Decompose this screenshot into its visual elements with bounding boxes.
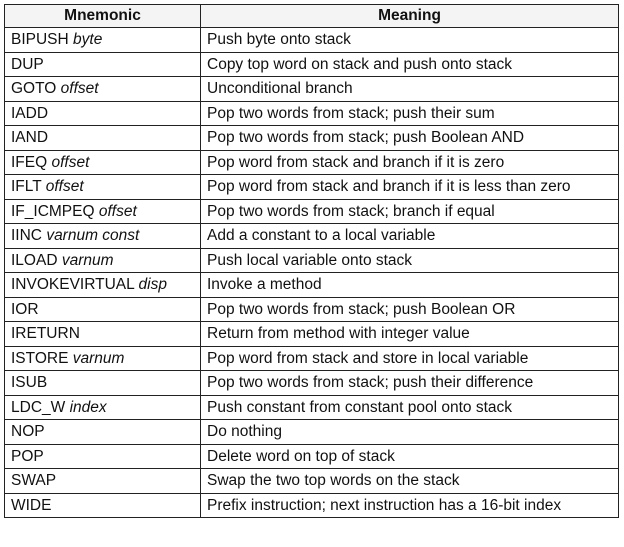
meaning-cell: Pop two words from stack; push their difference [201,371,619,396]
mnemonic-operand: disp [138,276,167,294]
table-row [5,28,619,53]
mnemonic-cell [5,199,201,224]
meaning-cell: Swap the two top words on the stack [201,469,619,494]
mnemonic-cell [5,52,201,77]
mnemonic-operand: byte [73,31,103,49]
table-row [5,273,619,298]
mnemonic-opcode: IRETURN [11,325,80,343]
mnemonic-opcode: IF_ICMPEQ [11,202,95,220]
mnemonic-cell [5,346,201,371]
mnemonic-opcode: IFLT [11,178,42,196]
mnemonic-operand: varnum [61,251,114,269]
mnemonic-opcode: ISTORE [11,349,69,367]
table-row [5,493,619,518]
instruction-table [4,4,619,518]
table-row [5,52,619,77]
mnemonic-cell [5,224,201,249]
mnemonic-opcode: WIDE [11,496,52,514]
mnemonic-opcode: GOTO [11,80,57,98]
mnemonic-opcode: SWAP [11,472,57,490]
mnemonic-operand: offset [98,202,137,220]
column-header-meaning: Meaning [201,5,619,28]
table-row [5,224,619,249]
mnemonic-cell [5,395,201,420]
meaning-cell: Do nothing [201,420,619,445]
table-row [5,322,619,347]
table-row [5,101,619,126]
mnemonic-cell [5,175,201,200]
mnemonic-opcode: NOP [11,423,45,441]
table-row [5,126,619,151]
table-row [5,346,619,371]
mnemonic-cell [5,77,201,102]
meaning-cell: Delete word on top of stack [201,444,619,469]
mnemonic-cell [5,322,201,347]
mnemonic-opcode: ISUB [11,374,48,392]
mnemonic-opcode: LDC_W [11,398,66,416]
mnemonic-cell [5,150,201,175]
mnemonic-cell [5,444,201,469]
table-row [5,248,619,273]
meaning-cell: Pop two words from stack; push their sum [201,101,619,126]
mnemonic-cell [5,493,201,518]
table-row [5,444,619,469]
meaning-cell: Push byte onto stack [201,28,619,53]
mnemonic-opcode: IINC [11,227,42,245]
meaning-cell: Pop two words from stack; push Boolean AND [201,126,619,151]
mnemonic-opcode: IAND [11,129,49,147]
mnemonic-opcode: IFEQ [11,153,48,171]
meaning-cell: Copy top word on stack and push onto stack [201,52,619,77]
meaning-cell: Invoke a method [201,273,619,298]
table-row [5,150,619,175]
table-row [5,371,619,396]
table-row [5,77,619,102]
mnemonic-opcode: IOR [11,300,39,318]
meaning-cell: Push local variable onto stack [201,248,619,273]
meaning-cell: Pop two words from stack; push Boolean OR [201,297,619,322]
mnemonic-cell [5,297,201,322]
mnemonic-operand: offset [51,153,90,171]
meaning-cell: Prefix instruction; next instruction has a 16-bit index [201,493,619,518]
mnemonic-operand: index [69,398,107,416]
table-row [5,199,619,224]
table-row [5,395,619,420]
mnemonic-opcode: BIPUSH [11,31,69,49]
column-header-mnemonic: Mnemonic [5,5,201,28]
mnemonic-opcode: IADD [11,104,49,122]
meaning-cell: Add a constant to a local variable [201,224,619,249]
mnemonic-cell [5,273,201,298]
table-body [5,28,619,518]
table-row [5,420,619,445]
mnemonic-opcode: DUP [11,55,44,73]
mnemonic-cell [5,420,201,445]
mnemonic-cell [5,248,201,273]
meaning-cell: Pop word from stack and branch if it is zero [201,150,619,175]
mnemonic-cell [5,469,201,494]
mnemonic-operand: offset [60,80,99,98]
mnemonic-opcode: ILOAD [11,251,58,269]
meaning-cell: Unconditional branch [201,77,619,102]
table-row [5,297,619,322]
mnemonic-operand: offset [45,178,84,196]
meaning-cell: Pop word from stack and store in local variable [201,346,619,371]
mnemonic-opcode: POP [11,447,44,465]
meaning-cell: Pop two words from stack; branch if equal [201,199,619,224]
mnemonic-cell [5,101,201,126]
mnemonic-operand: varnum const [46,227,140,245]
mnemonic-operand: varnum [72,349,125,367]
table-row [5,469,619,494]
table-header-row [5,5,619,28]
mnemonic-opcode: INVOKEVIRTUAL [11,276,135,294]
meaning-cell: Return from method with integer value [201,322,619,347]
table-row [5,175,619,200]
meaning-cell: Push constant from constant pool onto stack [201,395,619,420]
mnemonic-cell [5,126,201,151]
meaning-cell: Pop word from stack and branch if it is less than zero [201,175,619,200]
mnemonic-cell [5,371,201,396]
mnemonic-cell [5,28,201,53]
